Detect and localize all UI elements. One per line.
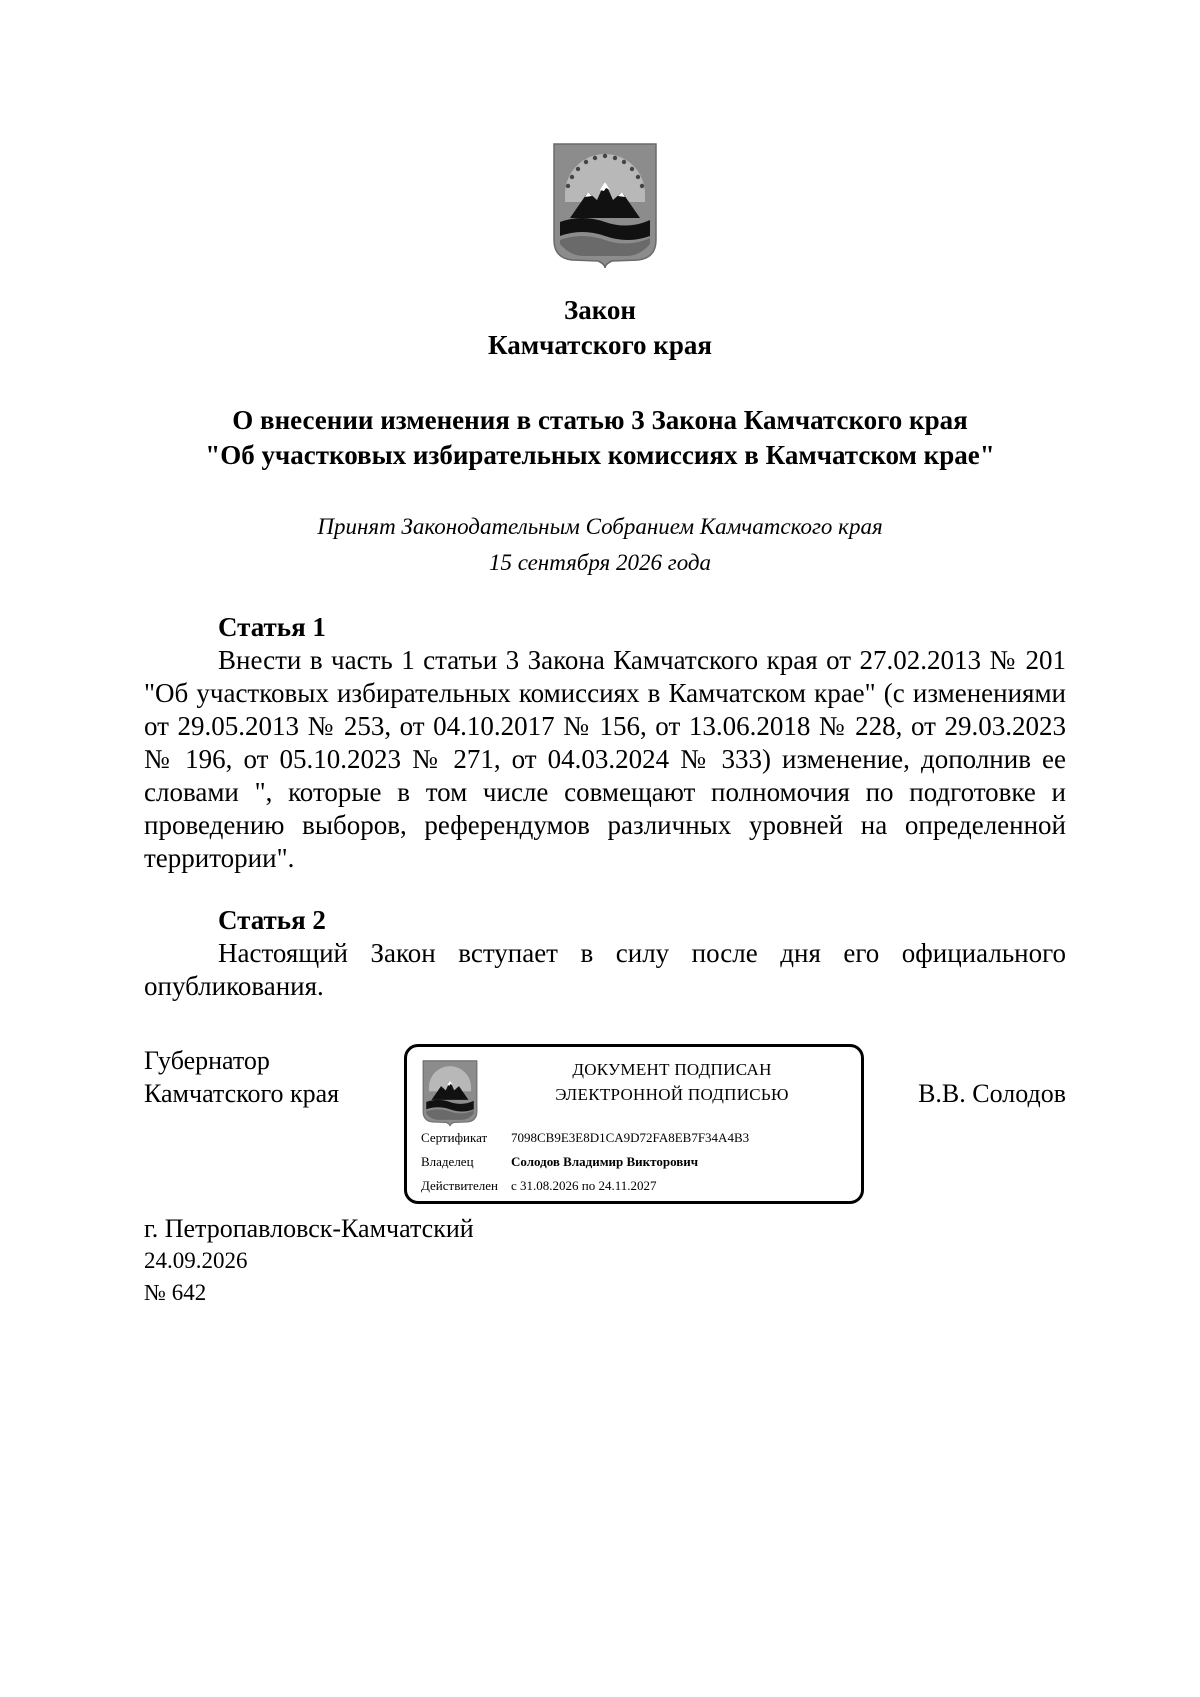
law-subject-line-2: "Об участковых избирательных комиссиях в Камчатском крае": [205, 440, 995, 470]
article-1-title: Статья 1: [218, 612, 326, 642]
stamp-validity-row: [421, 1177, 657, 1195]
electronic-signature-stamp: [404, 1044, 864, 1204]
stamp-coat-of-arms-icon: [421, 1057, 479, 1129]
article-2: [144, 904, 1066, 1003]
document-footer: [144, 1213, 474, 1309]
article-2-title: Статья 2: [218, 905, 326, 935]
place-of-signing: г. Петропавловск-Камчатский: [144, 1214, 474, 1243]
validity-label: Действителен: [421, 1178, 498, 1193]
article-1-text: Внести в часть 1 статьи 3 Закона Камчатского края от 27.02.2013 № 201 "Об участковых избирательных комиссиях в Камчатском крае" (с изменениями от 29.05.2013 № 253, от 04.10.2017 № 156, от 13.06.2018 № 228, от 29.03.2023 № 196, от 05.10.2023 № 271, от 04.03.2024 № 333) изменение, дополнив ее словами ", которые в том числе совмещают полномочия по подготовке и проведению выборов, референдумов различных уровней на определенной территории".: [144, 645, 1066, 873]
law-region: Камчатского края: [488, 330, 712, 360]
certificate-label: Сертификат: [421, 1130, 488, 1145]
adoption-body: Принят Законодательным Собранием Камчатского края: [317, 514, 883, 539]
stamp-owner-row: [421, 1153, 698, 1171]
article-2-text: Настоящий Закон вступает в силу после дня его официального опубликования.: [144, 938, 1066, 1001]
law-subject-line-1: О внесении изменения в статью 3 Закона Камчатского края: [232, 405, 968, 435]
validity-value: с 31.08.2026 по 24.11.2027: [511, 1178, 657, 1193]
certificate-value: 7098CB9E3E8D1CA9D72FA8EB7F34A4B3: [511, 1130, 750, 1145]
adoption-note: [0, 509, 1200, 581]
stamp-title-line-2: ЭЛЕКТРОННОЙ ПОДПИСЬЮ: [555, 1085, 789, 1104]
stamp-certificate-row: [421, 1129, 749, 1147]
law-heading: [0, 293, 1200, 363]
stamp-title: [487, 1057, 857, 1107]
owner-label: Владелец: [421, 1154, 474, 1169]
coat-of-arms-icon: [550, 140, 660, 270]
signatory-position: [144, 1044, 339, 1110]
law-subject: [0, 403, 1200, 473]
law-title: Закон: [563, 295, 636, 325]
signatory-position-line-2: Камчатского края: [144, 1079, 340, 1108]
article-1: [144, 611, 1066, 875]
adoption-date: 15 сентября 2026 года: [488, 550, 712, 575]
document-date: 24.09.2026: [144, 1248, 248, 1273]
document-number: № 642: [144, 1280, 207, 1305]
stamp-title-line-1: ДОКУМЕНТ ПОДПИСАН: [572, 1060, 772, 1079]
signatory-name: В.В. Солодов: [918, 1079, 1066, 1108]
owner-value: Солодов Владимир Викторович: [511, 1154, 699, 1169]
signatory-position-line-1: Губернатор: [144, 1046, 270, 1075]
